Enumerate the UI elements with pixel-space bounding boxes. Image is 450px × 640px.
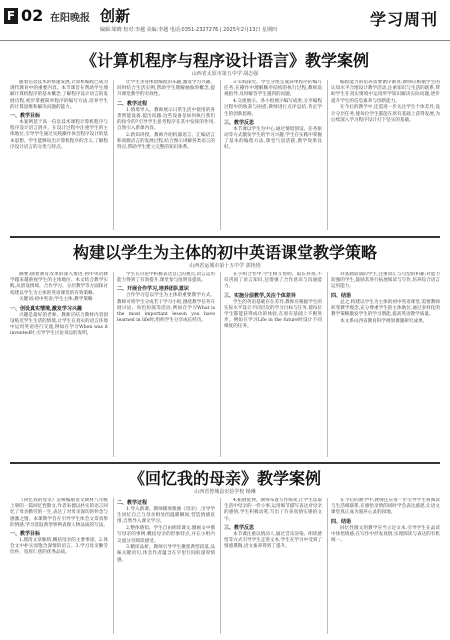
body-paragraph: 4.交流展示。各小组展示编写成果,分享编程过程中的收获与困惑,教师进行点评总结,肯定学生的创新思路。 [224,99,322,117]
column-divider [113,498,114,634]
body-paragraph: 在今后的教学中,还需进一步关注学生个体差异,设计分层任务,使每位学生都能在原有基础上获得发展,为后续深入学习程序设计打下坚实的基础。 [331,105,440,123]
section-separator [10,462,440,464]
body-paragraph: 让学生亲身体验编程的乐趣,激发学习兴趣。同时结合生活实例,帮助学生理解抽象的概念,提升课堂教学的有效性。 [117,80,215,98]
section-heading: 三、实施分层教学,关注个体差异 [224,292,296,299]
body-paragraph: 本节课以学生为中心,通过情境创设、任务驱动等方式激发学生的学习兴趣,学生在实践中掌握了基本的编程方法,课堂气氛活跃,教学效果良好。 [224,126,322,151]
body-paragraph: 2.新知讲授。教师介绍机器语言、汇编语言和高级语言的发展过程,结合图示讲解各类语言的特点,帮助学生建立完整的知识体系。 [117,132,215,151]
section-heading: 二、教学过程 [117,100,148,107]
body-paragraph: 2.整体感知。学生自由朗读课文,圈画文中描写母亲的事例,概括母亲的形象特点,并在小组内交流分享阅读感受。 [117,526,215,544]
column-divider [220,272,221,457]
article-1-byline: 山西省太原市第五中学 胡志强 [191,71,259,77]
article-3-column-1 [10,498,108,634]
article-2-column-1 [10,272,108,457]
body-paragraph: 关键词:初中英语;学生主体;教学策略 [19,297,93,303]
body-paragraph: 本案例基于高一信息技术课程计算机程序与程序设计语言展开。在设计过程中注重学生的主体地位,引导学生通过实践操作体会程序设计的基本思想。学生能够说出计算机程序的含义,了解程序设计语言的分类与特点。 [10,120,108,150]
section-heading: 二、教学过程 [117,500,148,506]
body-paragraph: 回忆性散文的教学应当立足文本,引导学生在品读中体悟情感,在写作中抒发真情,实现阅读与表达的有机统一。 [331,525,440,544]
body-paragraph: 1.理清文章脉络,概括母亲的主要事迹。2.体会文中朴实而饱含深情的语言。3.学习母亲勤劳俭朴、宽厚仁慈的优秀品质。 [10,538,108,556]
column-divider [327,80,328,230]
article-2-byline: 山西省运城市第十五中学 郭艳艳 [189,263,261,269]
article-1-column-4 [331,80,440,230]
weekly-title: 学习周刊 [369,10,438,29]
body-paragraph: 3.实践探究。学生分组完成简单程序的编写任务,在操作中理解顺序结构的执行过程,教师巡视指导,及时解答学生遇到的问题。 [224,80,322,98]
section-heading: 二、开展合作学习,培养团队意识 [117,286,189,293]
newspaper-logo: 在阳晚报 [50,13,90,24]
column-divider [327,498,328,634]
column-divider [113,80,114,230]
header-meta: 编辑:梁晓 校对:李越 美编:李越 电话:0351-2327276 | 2025年2月13日 星期四 [100,27,278,33]
body-paragraph: 学生在讨论中积极表达自己的观点,语言运用能力得到了有效提升,课堂参与度明显提高。 [117,272,215,284]
section-heading: 一、教学目标 [10,113,41,120]
body-paragraph: 学生的英语基础存在差异,教师应根据学生的实际水平设计不同层次的学习目标与任务,使每位学生都能获得成功的体验,在原有基础上不断进步。例如在学习Life in the future时设计不同梯度的任务。 [224,299,322,330]
page-number: 02 [21,6,44,25]
body-paragraph: 对基础较弱的学生,注重词汇与句型的积累;对能力较强的学生,鼓励其进行拓展阅读与写作,培养综合语言运用能力。 [331,272,440,290]
section-separator [10,236,440,238]
body-paragraph: 摘要:随着教育改革的深入推进,初中英语教学越来越重视学生的主体地位。本文结合教学实践,从创设情境、合作学习、分层教学等方面探讨构建以学生为主体的英语课堂的有效策略。 [10,272,108,296]
section-heading: 一、教学目标 [10,531,41,538]
article-1-column-3 [224,80,322,230]
article-3-title: 《回忆我的母亲》教学案例 [128,469,321,488]
article-1-title: 《计算机程序与程序设计语言》教学案例 [80,51,369,70]
body-paragraph: 本文系山西省教育科学规划课题研究成果。 [340,318,428,324]
section-heading: 三、教学反思 [224,524,255,531]
article-2-column-3 [224,272,322,457]
article-2-title: 构建以学生为主体的初中英语课堂教学策略 [72,243,377,262]
page-letter-tag: F [4,8,18,24]
body-paragraph: 本节课注重以情动人,通过音乐渲染、朗读感悟等方式引导学生走进文本,学生在学习中受到了情感熏陶,语文素养得到了提升。 [224,531,322,550]
article-1-column-2 [117,80,215,230]
section-heading: 四、结语 [331,292,352,299]
section-heading: 一、创设真实情境,激发学习兴趣 [10,305,82,312]
column-divider [113,272,114,457]
body-paragraph: 1.情境导入。教师展示日常生活中使用的各类智能设备,提出问题:这些设备是如何执行我们的指令的?引导学生思考程序在其中发挥的作用,自然引入新课内容。 [117,107,215,132]
article-2-column-2 [117,272,215,457]
article-3-column-4 [331,498,440,634]
section-heading: 三、教学反思 [224,119,255,126]
section-heading: 四、结语 [331,518,352,525]
body-paragraph: 随着信息技术的快速发展,计算机编程已成为现代教育中的重要内容。本节课旨在帮助学生理解计算机程序的基本概念,了解程序设计语言的发展历程,初步掌握简单程序的编写方法,培养学生的计算思维和解决问题的能力。 [10,80,108,110]
body-paragraph: 总之,构建以学生为主体的初中英语课堂,需要教师转变教学观念,充分尊重学生的主体地位,通过多样化的教学策略激发学生的学习潜能,提高英语教学质量。 [331,299,440,318]
page-header [0,0,450,41]
body-paragraph: 兴趣是最好的老师。教师应结合教材内容创设贴近学生生活的情境,让学生在真实的语言环境中运用英语进行交流,例如在学习When was it invented时,引导学生讨论身边的发明。 [10,312,108,337]
body-paragraph: 3.精读品析。教师引导学生聚焦典型段落,品味关键语句,体会作者蕴含在字里行间的深厚情感。 [117,545,215,563]
body-paragraph: 《回忆我的母亲》是统编版语文教材八年级上册的一篇回忆性散文,作者朱德以朴实的语言回忆了母亲勤劳的一生,表达了对母亲深切的怀念与感激之情。本课教学旨在引导学生体会文章真挚的情感,学习选取典型事例表现人物品质的写法。 [10,498,108,528]
body-paragraph: 在小组合作中,学生相互帮助、取长补短,不仅巩固了语言知识,还增强了合作意识与沟通能力。 [224,272,322,290]
body-paragraph: 4.拓展延伸。教师布置写作练笔,让学生选取生活中母亲的一件小事,运用细节描写表达对母亲的感情,学生积极动笔,写出了许多真情实感的文字。 [224,498,322,522]
article-1-column-1 [10,80,108,230]
article-3-byline: 山西省曾城县实验学校 杨琳 [194,489,256,495]
body-paragraph: 编程能力的培养需要循序渐进,教师应根据学生的认知水平合理设计教学活动,注重知识与生活的联系,帮助学生在真实情境中运用所学知识解决实际问题,逐步提升学生的信息素养与创新能力。 [331,80,440,104]
body-paragraph: 在今后的教学中,教师还应进一步引导学生将阅读与生活相联系,在感悟亲情的同时学会表达感恩,让语文课堂真正成为滋养心灵的园地。 [331,498,440,516]
article-3-column-3 [224,498,322,634]
section-name: 创新 [100,7,131,25]
article-3-column-2 [117,498,215,634]
column-divider [220,80,221,230]
body-paragraph: 1.导入新课。教师播放歌曲《母亲》,引导学生回忆自己与母亲相处的温暖瞬间,营造情感氛围,自然导入课文学习。 [117,507,215,525]
article-2-column-4 [331,272,440,457]
body-paragraph: 合作学习是以学生为主体的重要教学方式。教师可将学生分成若干学习小组,围绕教学任务开展讨论、角色扮演等活动,例如在学习What is the most important lesson you have learned in life时,组织学生分享成长经历。 [117,293,215,324]
column-divider [327,272,328,457]
column-divider [220,498,221,634]
